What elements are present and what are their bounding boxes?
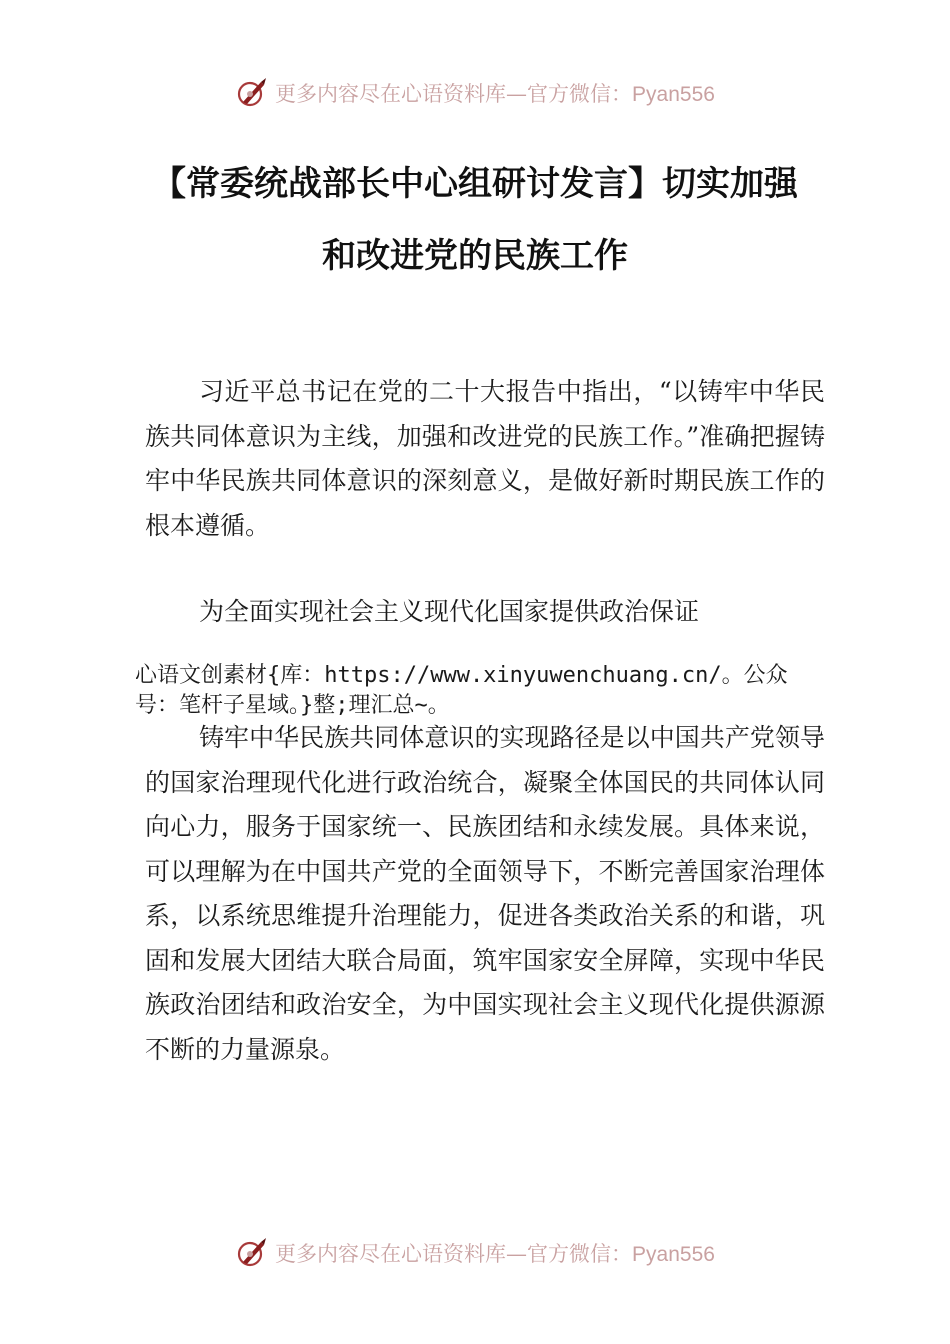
site-name: 更多内容尽在心语资料库 — [275, 82, 507, 106]
header-watermark-banner — [0, 73, 950, 113]
wechat-label: 官方微信： — [527, 1242, 633, 1266]
inserted-source-note: 心语文创素材{库：https://www.xinyuwenchuang.cn/。公众号：笔杆子星域。}整;理汇总~。 — [135, 663, 788, 718]
footer-watermark-banner — [0, 1233, 950, 1273]
body-paragraph-2: 铸牢中华民族共同体意识的实现路径是以中国共产党领导的国家治理现代化进行政治统合，凝聚全体国民的共同体认同向心力，服务于国家统一、民族团结和永续发展。具体来说，可以理解为在中国共产党的全面领导下，不断完善国家治理体系，以系统思维提升治理能力，促进各类政治关系的和谐，巩固和发展大团结大联合局面，筑牢国家安全屏障，实现中华民族政治团结和政治安全，为中国实现社会主义现代化提供源源不断的力量源泉。 — [145, 723, 825, 1064]
document-title-line-1: 【常委统战部长中心组研讨发言】切实加强 — [152, 164, 798, 204]
wechat-label: 官方微信： — [527, 82, 633, 106]
dash: — — [506, 1242, 528, 1266]
section-heading: 为全面实现社会主义现代化国家提供政治保证 — [199, 597, 700, 626]
dash: — — [506, 82, 528, 106]
wechat-id: Pyan556 — [632, 83, 715, 106]
wechat-id: Pyan556 — [632, 1243, 715, 1266]
site-name: 更多内容尽在心语资料库 — [275, 1242, 507, 1266]
body-paragraph-1: 习近平总书记在党的二十大报告中指出，“以铸牢中华民族共同体意识为主线，加强和改进党的民族工作。”准确把握铸牢中华民族共同体意识的深刻意义，是做好新时期民族工作的根本遵循。 — [145, 377, 825, 540]
document-title-line-2: 和改进党的民族工作 — [322, 236, 628, 276]
header-watermark-text — [275, 78, 715, 108]
quill-pen-logo-icon — [235, 1236, 269, 1270]
footer-watermark-text — [275, 1238, 715, 1268]
quill-pen-logo-icon — [235, 76, 269, 110]
